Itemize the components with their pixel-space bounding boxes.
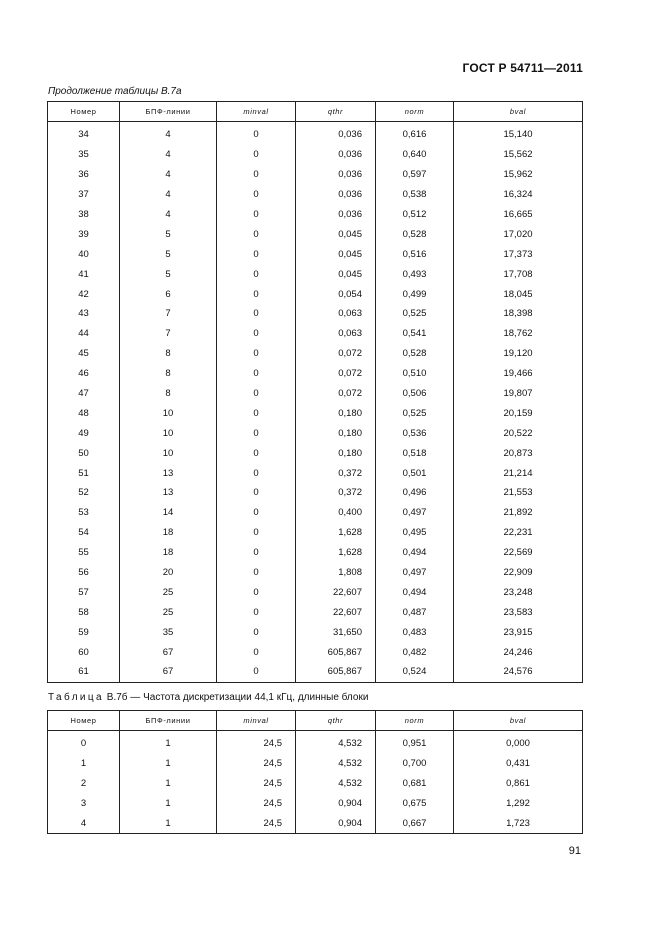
cell-bval: 0,861 <box>454 774 583 794</box>
cell-minval: 0 <box>217 403 296 423</box>
cell-minval: 0 <box>217 463 296 483</box>
cell-norm: 0,512 <box>376 205 454 225</box>
cell-fft-lines: 1 <box>120 814 217 834</box>
cell-minval: 0 <box>217 642 296 662</box>
caption-text: В.7б — Частота дискретизации 44,1 кГц, длинные блоки <box>104 692 369 703</box>
cell-qthr: 0,036 <box>296 205 376 225</box>
cell-minval: 0 <box>217 483 296 503</box>
cell-bval: 16,665 <box>454 205 583 225</box>
column-header-qthr: qthr <box>296 102 376 122</box>
cell-norm: 0,501 <box>376 463 454 483</box>
table-row <box>48 324 583 344</box>
cell-fft-lines: 1 <box>120 774 217 794</box>
table-row <box>48 463 583 483</box>
table-row <box>48 503 583 523</box>
table-row <box>48 774 583 794</box>
cell-fft-lines: 7 <box>120 304 217 324</box>
table-row <box>48 244 583 264</box>
cell-bval: 20,873 <box>454 443 583 463</box>
cell-number: 50 <box>48 443 120 463</box>
column-header-bval: bval <box>454 711 583 731</box>
cell-qthr: 0,072 <box>296 384 376 404</box>
table-row <box>48 264 583 284</box>
cell-qthr: 4,532 <box>296 774 376 794</box>
cell-minval: 24,5 <box>217 794 296 814</box>
cell-fft-lines: 13 <box>120 463 217 483</box>
table-row <box>48 145 583 165</box>
table-body <box>48 731 583 834</box>
cell-minval: 0 <box>217 523 296 543</box>
cell-fft-lines: 67 <box>120 642 217 662</box>
table-row <box>48 642 583 662</box>
cell-fft-lines: 1 <box>120 734 217 754</box>
table-row <box>48 224 583 244</box>
cell-minval: 0 <box>217 344 296 364</box>
cell-number: 47 <box>48 384 120 404</box>
cell-qthr: 0,036 <box>296 125 376 145</box>
cell-qthr: 0,372 <box>296 463 376 483</box>
table-row <box>48 582 583 602</box>
cell-number: 43 <box>48 304 120 324</box>
cell-qthr: 0,036 <box>296 185 376 205</box>
cell-bval: 23,583 <box>454 602 583 622</box>
table-header-row <box>48 102 583 122</box>
cell-minval: 0 <box>217 205 296 225</box>
cell-bval: 24,246 <box>454 642 583 662</box>
cell-bval: 19,120 <box>454 344 583 364</box>
cell-number: 59 <box>48 622 120 642</box>
cell-fft-lines: 18 <box>120 523 217 543</box>
table-b7a-continued <box>47 101 583 683</box>
table-row <box>48 125 583 145</box>
cell-norm: 0,675 <box>376 794 454 814</box>
cell-bval: 18,398 <box>454 304 583 324</box>
column-header-minval: minval <box>217 102 296 122</box>
table-row <box>48 384 583 404</box>
cell-norm: 0,524 <box>376 662 454 682</box>
cell-minval: 0 <box>217 443 296 463</box>
cell-qthr: 4,532 <box>296 734 376 754</box>
cell-qthr: 0,180 <box>296 423 376 443</box>
cell-bval: 17,020 <box>454 224 583 244</box>
table-row <box>48 185 583 205</box>
cell-bval: 1,292 <box>454 794 583 814</box>
cell-minval: 0 <box>217 324 296 344</box>
cell-norm: 0,495 <box>376 523 454 543</box>
cell-number: 35 <box>48 145 120 165</box>
cell-minval: 0 <box>217 622 296 642</box>
table-row <box>48 662 583 682</box>
cell-minval: 24,5 <box>217 734 296 754</box>
caption-prefix: Таблица <box>48 692 105 703</box>
cell-norm: 0,482 <box>376 642 454 662</box>
cell-bval: 22,231 <box>454 523 583 543</box>
cell-qthr: 31,650 <box>296 622 376 642</box>
cell-minval: 0 <box>217 125 296 145</box>
cell-qthr: 1,808 <box>296 563 376 583</box>
table-row <box>48 423 583 443</box>
cell-fft-lines: 67 <box>120 662 217 682</box>
cell-fft-lines: 35 <box>120 622 217 642</box>
cell-qthr: 605,867 <box>296 662 376 682</box>
cell-qthr: 1,628 <box>296 523 376 543</box>
cell-number: 1 <box>48 754 120 774</box>
cell-number: 4 <box>48 814 120 834</box>
column-header-norm: norm <box>376 711 454 731</box>
cell-norm: 0,528 <box>376 344 454 364</box>
cell-qthr: 1,628 <box>296 543 376 563</box>
column-header-fft-lines: БПФ-линии <box>120 711 217 731</box>
cell-bval: 21,892 <box>454 503 583 523</box>
cell-norm: 0,497 <box>376 563 454 583</box>
cell-number: 61 <box>48 662 120 682</box>
cell-fft-lines: 25 <box>120 602 217 622</box>
cell-norm: 0,951 <box>376 734 454 754</box>
cell-qthr: 0,063 <box>296 304 376 324</box>
cell-norm: 0,496 <box>376 483 454 503</box>
cell-number: 38 <box>48 205 120 225</box>
cell-qthr: 0,054 <box>296 284 376 304</box>
cell-norm: 0,516 <box>376 244 454 264</box>
table-row <box>48 403 583 423</box>
table-row <box>48 563 583 583</box>
cell-number: 39 <box>48 224 120 244</box>
cell-qthr: 0,072 <box>296 344 376 364</box>
table-row <box>48 814 583 834</box>
cell-bval: 16,324 <box>454 185 583 205</box>
column-header-bval: bval <box>454 102 583 122</box>
table-row <box>48 205 583 225</box>
cell-minval: 0 <box>217 304 296 324</box>
table-row <box>48 734 583 754</box>
cell-fft-lines: 5 <box>120 244 217 264</box>
cell-fft-lines: 4 <box>120 165 217 185</box>
table-row <box>48 304 583 324</box>
column-header-number: Номер <box>48 102 120 122</box>
cell-fft-lines: 5 <box>120 224 217 244</box>
cell-number: 2 <box>48 774 120 794</box>
cell-bval: 1,723 <box>454 814 583 834</box>
cell-bval: 20,522 <box>454 423 583 443</box>
cell-norm: 0,538 <box>376 185 454 205</box>
cell-fft-lines: 4 <box>120 205 217 225</box>
cell-number: 55 <box>48 543 120 563</box>
cell-qthr: 0,072 <box>296 364 376 384</box>
cell-norm: 0,518 <box>376 443 454 463</box>
cell-fft-lines: 4 <box>120 125 217 145</box>
cell-bval: 22,569 <box>454 543 583 563</box>
cell-qthr: 0,045 <box>296 264 376 284</box>
cell-number: 3 <box>48 794 120 814</box>
cell-minval: 0 <box>217 224 296 244</box>
cell-number: 42 <box>48 284 120 304</box>
column-header-qthr: qthr <box>296 711 376 731</box>
document-code: ГОСТ Р 54711—2011 <box>462 61 583 75</box>
table-row <box>48 602 583 622</box>
cell-bval: 0,000 <box>454 734 583 754</box>
cell-fft-lines: 5 <box>120 264 217 284</box>
table-continuation-caption: Продолжение таблицы В.7а <box>48 86 182 97</box>
cell-bval: 0,431 <box>454 754 583 774</box>
cell-bval: 24,576 <box>454 662 583 682</box>
cell-number: 0 <box>48 734 120 754</box>
cell-minval: 0 <box>217 662 296 682</box>
cell-qthr: 0,904 <box>296 814 376 834</box>
cell-norm: 0,536 <box>376 423 454 443</box>
cell-qthr: 0,400 <box>296 503 376 523</box>
cell-norm: 0,667 <box>376 814 454 834</box>
cell-minval: 0 <box>217 165 296 185</box>
cell-number: 46 <box>48 364 120 384</box>
cell-qthr: 0,180 <box>296 443 376 463</box>
table-row <box>48 794 583 814</box>
cell-minval: 24,5 <box>217 754 296 774</box>
cell-fft-lines: 8 <box>120 344 217 364</box>
cell-bval: 18,762 <box>454 324 583 344</box>
cell-norm: 0,541 <box>376 324 454 344</box>
cell-norm: 0,616 <box>376 125 454 145</box>
cell-bval: 21,214 <box>454 463 583 483</box>
table-row <box>48 622 583 642</box>
cell-number: 51 <box>48 463 120 483</box>
cell-norm: 0,510 <box>376 364 454 384</box>
cell-norm: 0,525 <box>376 304 454 324</box>
cell-minval: 0 <box>217 145 296 165</box>
cell-number: 37 <box>48 185 120 205</box>
table-row <box>48 483 583 503</box>
cell-bval: 15,962 <box>454 165 583 185</box>
cell-number: 60 <box>48 642 120 662</box>
cell-fft-lines: 10 <box>120 403 217 423</box>
cell-qthr: 22,607 <box>296 582 376 602</box>
cell-norm: 0,700 <box>376 754 454 774</box>
cell-fft-lines: 14 <box>120 503 217 523</box>
cell-norm: 0,499 <box>376 284 454 304</box>
column-header-minval: minval <box>217 711 296 731</box>
table-row <box>48 443 583 463</box>
table-body <box>48 122 583 683</box>
cell-fft-lines: 4 <box>120 185 217 205</box>
cell-bval: 15,562 <box>454 145 583 165</box>
cell-number: 56 <box>48 563 120 583</box>
cell-minval: 0 <box>217 503 296 523</box>
cell-number: 52 <box>48 483 120 503</box>
column-header-norm: norm <box>376 102 454 122</box>
cell-qthr: 0,180 <box>296 403 376 423</box>
cell-number: 40 <box>48 244 120 264</box>
cell-number: 36 <box>48 165 120 185</box>
cell-qthr: 22,607 <box>296 602 376 622</box>
table-row <box>48 344 583 364</box>
cell-fft-lines: 8 <box>120 364 217 384</box>
cell-fft-lines: 18 <box>120 543 217 563</box>
cell-number: 34 <box>48 125 120 145</box>
table-row <box>48 165 583 185</box>
cell-number: 41 <box>48 264 120 284</box>
cell-bval: 22,909 <box>454 563 583 583</box>
cell-qthr: 605,867 <box>296 642 376 662</box>
cell-fft-lines: 7 <box>120 324 217 344</box>
cell-fft-lines: 1 <box>120 794 217 814</box>
cell-number: 49 <box>48 423 120 443</box>
cell-bval: 15,140 <box>454 125 583 145</box>
cell-norm: 0,494 <box>376 543 454 563</box>
cell-norm: 0,506 <box>376 384 454 404</box>
cell-bval: 23,915 <box>454 622 583 642</box>
table-row <box>48 284 583 304</box>
cell-qthr: 0,045 <box>296 224 376 244</box>
cell-qthr: 0,904 <box>296 794 376 814</box>
cell-norm: 0,493 <box>376 264 454 284</box>
cell-qthr: 4,532 <box>296 754 376 774</box>
cell-minval: 0 <box>217 364 296 384</box>
cell-bval: 18,045 <box>454 284 583 304</box>
cell-number: 53 <box>48 503 120 523</box>
cell-fft-lines: 6 <box>120 284 217 304</box>
cell-minval: 0 <box>217 423 296 443</box>
cell-minval: 0 <box>217 284 296 304</box>
cell-number: 58 <box>48 602 120 622</box>
cell-qthr: 0,063 <box>296 324 376 344</box>
cell-bval: 23,248 <box>454 582 583 602</box>
table-row <box>48 364 583 384</box>
cell-norm: 0,528 <box>376 224 454 244</box>
cell-qthr: 0,372 <box>296 483 376 503</box>
cell-fft-lines: 13 <box>120 483 217 503</box>
cell-number: 45 <box>48 344 120 364</box>
cell-number: 48 <box>48 403 120 423</box>
cell-norm: 0,525 <box>376 403 454 423</box>
cell-minval: 0 <box>217 185 296 205</box>
cell-qthr: 0,045 <box>296 244 376 264</box>
cell-fft-lines: 8 <box>120 384 217 404</box>
cell-bval: 21,553 <box>454 483 583 503</box>
page-number: 91 <box>568 845 581 857</box>
cell-fft-lines: 1 <box>120 754 217 774</box>
cell-bval: 19,466 <box>454 364 583 384</box>
cell-fft-lines: 10 <box>120 443 217 463</box>
cell-qthr: 0,036 <box>296 145 376 165</box>
table-row <box>48 754 583 774</box>
cell-minval: 0 <box>217 563 296 583</box>
cell-minval: 0 <box>217 602 296 622</box>
table-b7b-caption <box>48 692 368 703</box>
cell-minval: 0 <box>217 543 296 563</box>
cell-qthr: 0,036 <box>296 165 376 185</box>
cell-minval: 0 <box>217 582 296 602</box>
cell-number: 54 <box>48 523 120 543</box>
table-row <box>48 523 583 543</box>
cell-minval: 24,5 <box>217 774 296 794</box>
cell-norm: 0,497 <box>376 503 454 523</box>
table-header-row <box>48 711 583 731</box>
cell-minval: 24,5 <box>217 814 296 834</box>
cell-norm: 0,681 <box>376 774 454 794</box>
cell-norm: 0,487 <box>376 602 454 622</box>
cell-fft-lines: 4 <box>120 145 217 165</box>
cell-fft-lines: 10 <box>120 423 217 443</box>
cell-bval: 20,159 <box>454 403 583 423</box>
cell-fft-lines: 20 <box>120 563 217 583</box>
cell-number: 44 <box>48 324 120 344</box>
column-header-number: Номер <box>48 711 120 731</box>
cell-number: 57 <box>48 582 120 602</box>
table-b7b <box>47 710 583 834</box>
cell-minval: 0 <box>217 384 296 404</box>
cell-minval: 0 <box>217 264 296 284</box>
cell-norm: 0,494 <box>376 582 454 602</box>
cell-bval: 17,708 <box>454 264 583 284</box>
column-header-fft-lines: БПФ-линии <box>120 102 217 122</box>
cell-norm: 0,483 <box>376 622 454 642</box>
cell-bval: 19,807 <box>454 384 583 404</box>
cell-norm: 0,597 <box>376 165 454 185</box>
cell-fft-lines: 25 <box>120 582 217 602</box>
cell-bval: 17,373 <box>454 244 583 264</box>
table-row <box>48 543 583 563</box>
cell-minval: 0 <box>217 244 296 264</box>
cell-norm: 0,640 <box>376 145 454 165</box>
